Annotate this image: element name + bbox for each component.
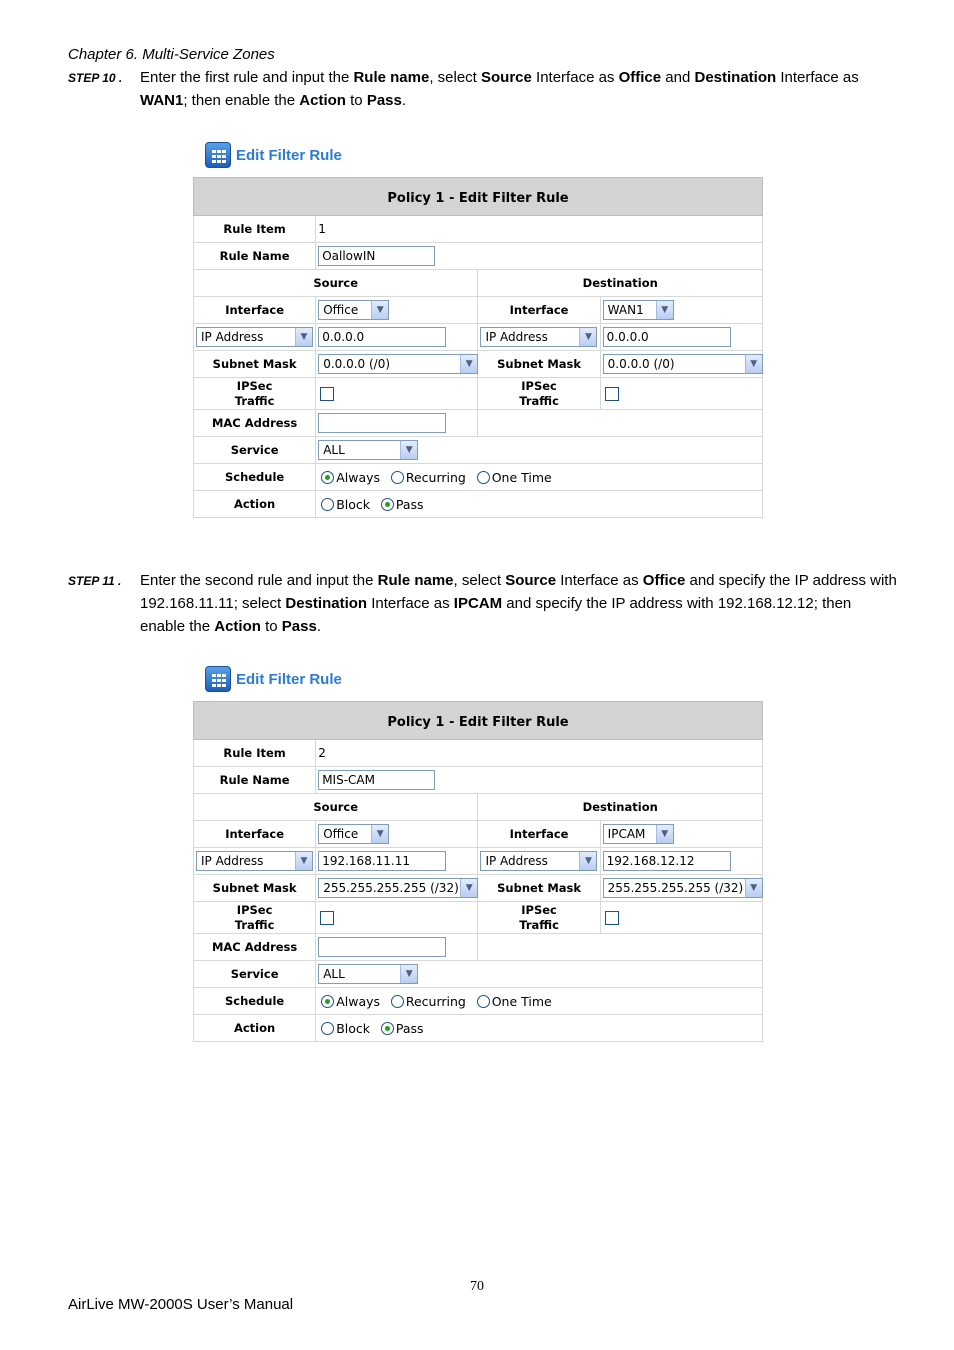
table-header: Policy 1 - Edit Filter Rule <box>194 702 763 740</box>
action-block-radio[interactable] <box>321 498 334 511</box>
empty-cell <box>478 410 763 437</box>
dst-subnet-mask-label: Subnet Mask <box>478 351 600 378</box>
panel-title-text: Edit Filter Rule <box>236 147 342 164</box>
dst-ip-input[interactable]: 192.168.12.12 <box>603 851 731 871</box>
mac-address-input[interactable] <box>318 413 446 433</box>
step-11-label: STEP 11 . <box>68 574 122 588</box>
chevron-down-icon: ▼ <box>460 355 477 373</box>
chevron-down-icon: ▼ <box>745 879 762 897</box>
step-10 <box>68 66 898 112</box>
dst-ip-input[interactable]: 0.0.0.0 <box>603 327 731 347</box>
dst-interface-select[interactable]: IPCAM ▼ <box>603 824 674 844</box>
step-11 <box>68 569 898 638</box>
destination-heading: Destination <box>478 794 763 821</box>
dst-subnet-mask-select[interactable]: 255.255.255.255 (/32) ▼ <box>603 878 763 898</box>
chevron-down-icon: ▼ <box>579 328 596 346</box>
rule-item-label: Rule Item <box>194 216 316 243</box>
mac-address-input[interactable] <box>318 937 446 957</box>
mac-address-label: MAC Address <box>194 410 316 437</box>
chevron-down-icon: ▼ <box>295 852 312 870</box>
src-address-type-select[interactable]: IP Address ▼ <box>196 327 313 347</box>
action-label: Action <box>194 1015 316 1042</box>
schedule-one-time-radio[interactable] <box>477 995 490 1008</box>
dst-subnet-mask-label: Subnet Mask <box>478 875 600 902</box>
src-subnet-mask-label: Subnet Mask <box>194 351 316 378</box>
edit-filter-rule-panel-1 <box>193 142 763 512</box>
chevron-down-icon: ▼ <box>656 825 673 843</box>
dst-interface-select[interactable]: WAN1 ▼ <box>603 300 674 320</box>
service-label: Service <box>194 961 316 988</box>
chevron-down-icon: ▼ <box>371 825 388 843</box>
service-label: Service <box>194 437 316 464</box>
action-pass-radio[interactable] <box>381 1022 394 1035</box>
schedule-one-time-radio[interactable] <box>477 471 490 484</box>
src-interface-label: Interface <box>194 297 316 324</box>
rule-name-label: Rule Name <box>194 767 316 794</box>
dst-address-type-select[interactable]: IP Address ▼ <box>480 327 597 347</box>
filter-rule-table: Policy 1 - Edit Filter Rule Rule Item 2 Rule Name MIS-CAM Source Destination Interface Office ▼ Interface IPCAM ▼ IP Address ▼ 192.168.11.11 IP Address ▼ 192.168.12.12 Subnet Mask 255.255.255.255 (/32) ▼ Subnet Mask 255.255.255.255 (/32) ▼ IPSec Traffic IPSec Traffic MAC Address Service ALL ▼ Schedule Always Recurring One Time Action Block Pass <box>193 701 763 1042</box>
panel-title <box>205 142 763 170</box>
schedule-label: Schedule <box>194 464 316 491</box>
mac-address-label: MAC Address <box>194 934 316 961</box>
src-ipsec-label: IPSec Traffic <box>194 378 316 410</box>
action-pass-radio[interactable] <box>381 498 394 511</box>
rule-item-label: Rule Item <box>194 740 316 767</box>
source-heading: Source <box>194 270 478 297</box>
empty-cell <box>478 934 763 961</box>
dst-interface-label: Interface <box>478 821 600 848</box>
src-ip-input[interactable]: 192.168.11.11 <box>318 851 446 871</box>
chapter-title: Chapter 6. Multi-Service Zones <box>68 46 275 63</box>
edit-filter-rule-panel-2 <box>193 666 763 1036</box>
schedule-recurring-radio[interactable] <box>391 471 404 484</box>
dst-ipsec-checkbox[interactable] <box>605 911 619 925</box>
src-ipsec-label: IPSec Traffic <box>194 902 316 934</box>
dst-subnet-mask-select[interactable]: 0.0.0.0 (/0) ▼ <box>603 354 763 374</box>
filter-rule-table: Policy 1 - Edit Filter Rule Rule Item 1 Rule Name OallowIN Source Destination Interface Office ▼ Interface WAN1 ▼ IP Address ▼ 0.0.0.0 IP Address ▼ 0.0.0.0 Subnet Mask 0.0.0.0 (/0) ▼ Subnet Mask 0.0.0.0 (/0) ▼ IPSec Traffic IPSec Traffic MAC Address Service ALL ▼ Schedule Always Recurring One Time Action Block Pass <box>193 177 763 518</box>
footer-manual-title: AirLive MW-2000S User’s Manual <box>68 1296 294 1313</box>
rule-name-label: Rule Name <box>194 243 316 270</box>
dst-ipsec-checkbox[interactable] <box>605 387 619 401</box>
schedule-label: Schedule <box>194 988 316 1015</box>
dst-address-type-select[interactable]: IP Address ▼ <box>480 851 597 871</box>
src-subnet-mask-label: Subnet Mask <box>194 875 316 902</box>
step-10-label: STEP 10 . <box>68 71 123 85</box>
chevron-down-icon: ▼ <box>371 301 388 319</box>
rule-name-input[interactable]: OallowIN <box>318 246 435 266</box>
destination-heading: Destination <box>478 270 763 297</box>
source-heading: Source <box>194 794 478 821</box>
src-subnet-mask-select[interactable]: 255.255.255.255 (/32) ▼ <box>318 878 478 898</box>
src-ipsec-checkbox[interactable] <box>320 387 334 401</box>
schedule-always-radio[interactable] <box>321 995 334 1008</box>
page-number: 70 <box>470 1279 484 1294</box>
dst-interface-label: Interface <box>478 297 600 324</box>
src-interface-select[interactable]: Office ▼ <box>318 824 389 844</box>
dst-ipsec-label: IPSec Traffic <box>478 902 600 934</box>
dst-ipsec-label: IPSec Traffic <box>478 378 600 410</box>
chevron-down-icon: ▼ <box>400 441 417 459</box>
table-header: Policy 1 - Edit Filter Rule <box>194 178 763 216</box>
rule-item-value: 2 <box>316 740 763 767</box>
rule-item-value: 1 <box>316 216 763 243</box>
chevron-down-icon: ▼ <box>579 852 596 870</box>
service-select[interactable]: ALL ▼ <box>318 964 418 984</box>
src-ipsec-checkbox[interactable] <box>320 911 334 925</box>
rule-name-input[interactable]: MIS-CAM <box>318 770 435 790</box>
src-ip-input[interactable]: 0.0.0.0 <box>318 327 446 347</box>
chevron-down-icon: ▼ <box>460 879 477 897</box>
panel-title <box>205 666 763 694</box>
action-label: Action <box>194 491 316 518</box>
panel-title-text: Edit Filter Rule <box>236 671 342 688</box>
action-block-radio[interactable] <box>321 1022 334 1035</box>
chevron-down-icon: ▼ <box>400 965 417 983</box>
src-address-type-select[interactable]: IP Address ▼ <box>196 851 313 871</box>
grid-icon <box>205 142 231 168</box>
chevron-down-icon: ▼ <box>295 328 312 346</box>
service-select[interactable]: ALL ▼ <box>318 440 418 460</box>
step-10-text: Enter the first rule and input the Rule name, select Source Interface as Office and Destination Interface as WAN1; then enable the Action to Pass. <box>140 69 859 109</box>
src-interface-label: Interface <box>194 821 316 848</box>
chevron-down-icon: ▼ <box>656 301 673 319</box>
schedule-recurring-radio[interactable] <box>391 995 404 1008</box>
chevron-down-icon: ▼ <box>745 355 762 373</box>
step-11-text: Enter the second rule and input the Rule name, select Source Interface as Office and specify the IP address with 192.168.11.11; select Destination Interface as IPCAM and specify the IP address with 192.168.12.12; then enable the Action to Pass. <box>140 572 897 635</box>
src-subnet-mask-select[interactable]: 0.0.0.0 (/0) ▼ <box>318 354 478 374</box>
grid-icon <box>205 666 231 692</box>
schedule-always-radio[interactable] <box>321 471 334 484</box>
src-interface-select[interactable]: Office ▼ <box>318 300 389 320</box>
